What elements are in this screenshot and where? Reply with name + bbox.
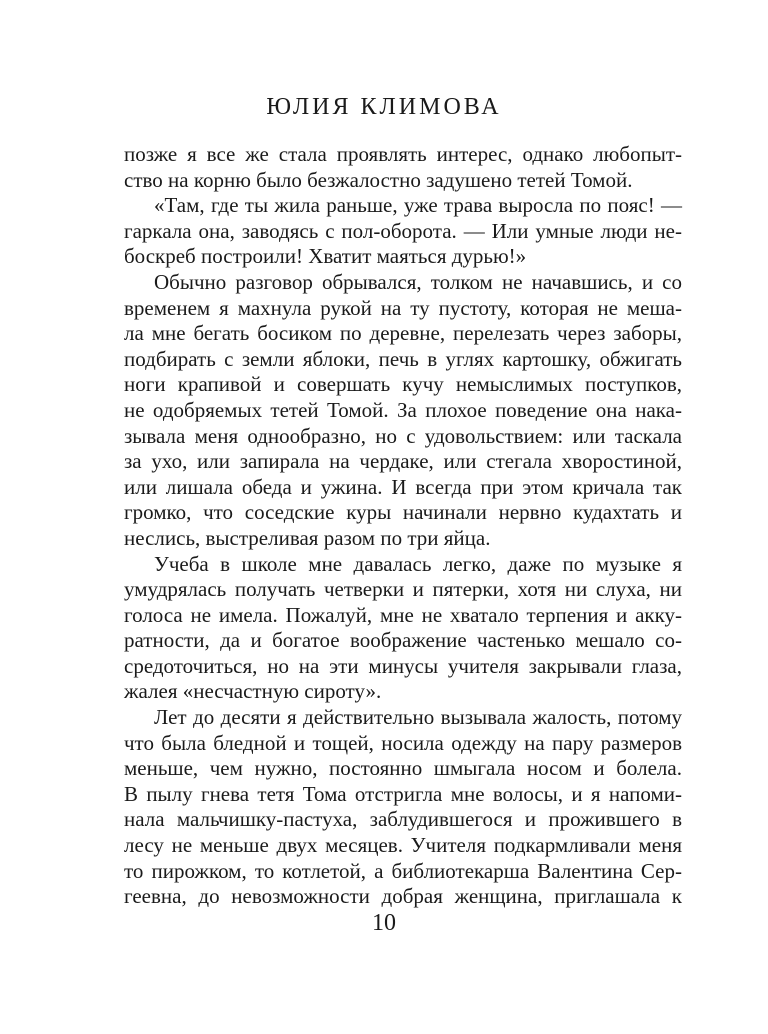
text-line: лесу не меньше двух месяцев. Учителя подкармливали меня — [124, 833, 682, 858]
text-line: боскреб построили! Хватит маяться дурью!» — [124, 244, 527, 269]
text-line: ратности, да и богатое воображение частенько мешало со- — [124, 628, 682, 653]
text-line: за ухо, или запирала на чердаке, или стегала хворостиной, — [124, 449, 682, 474]
body-text — [124, 142, 682, 910]
text-line: ла мне бегать босиком по деревне, перелезать через заборы, — [124, 321, 682, 346]
text-line: меньше, чем нужно, постоянно шмыгала носом и болела. — [124, 756, 682, 781]
text-line: В пылу гнева тетя Тома отстригла мне волосы, и я напоми- — [124, 781, 682, 806]
text-line: неслись, выстреливая разом по три яйца. — [124, 525, 491, 550]
text-line: жалея «несчастную сироту». — [124, 679, 382, 704]
text-line: или лишала обеда и ужина. И всегда при этом кричала так — [124, 474, 682, 499]
text-line: зывала меня однообразно, но с удовольствием: или таскала — [124, 423, 682, 448]
text-line: позже я все же стала проявлять интерес, однако любопыт- — [124, 142, 682, 166]
page-number: 10 — [372, 910, 396, 936]
text-line: голоса не имела. Пожалуй, мне не хватало терпения и акку- — [124, 602, 682, 627]
text-line: умудрялась получать четверки и пятерки, хотя ни слуха, ни — [124, 577, 682, 602]
text-line: Лет до десяти я действительно вызывала жалость, потому — [154, 705, 682, 730]
running-head: ЮЛИЯ КЛИМОВА — [266, 94, 502, 120]
text-line: гаркала она, заводясь с пол-оборота. — Или умные люди не- — [124, 218, 682, 243]
text-line: то пирожком, то котлетой, а библиотекарша Валентина Сер- — [124, 858, 682, 883]
text-line: ство на корню было безжалостно задушено тетей Томой. — [124, 167, 633, 192]
text-line: громко, что соседские куры начинали нервно кудахтать и — [124, 500, 682, 525]
text-line: геевна, до невозможности добрая женщина, приглашала к — [124, 884, 682, 909]
text-line: что была бледной и тощей, носила одежду на пару размеров — [124, 730, 682, 755]
text-line: временем я махнула рукой на ту пустоту, которая не меша- — [124, 295, 682, 320]
text-line: Обычно разговор обрывался, толком не начавшись, и со — [154, 269, 682, 294]
text-line: Учеба в школе мне давалась легко, даже по музыке я — [154, 551, 682, 576]
text-line: «Там, где ты жила раньше, уже трава выросла по пояс! — — [154, 193, 682, 218]
text-line: не одобряемых тетей Томой. За плохое поведение она нака- — [124, 397, 682, 422]
text-line: нала мальчишку-пастуха, заблудившегося и прожившего в — [124, 807, 682, 832]
text-line: подбирать с земли яблоки, печь в углях картошку, обжигать — [124, 346, 682, 371]
text-line: средоточиться, но на эти минусы учителя закрывали глаза, — [124, 653, 682, 678]
text-line: ноги крапивой и совершать кучу немыслимых поступков, — [124, 372, 682, 397]
